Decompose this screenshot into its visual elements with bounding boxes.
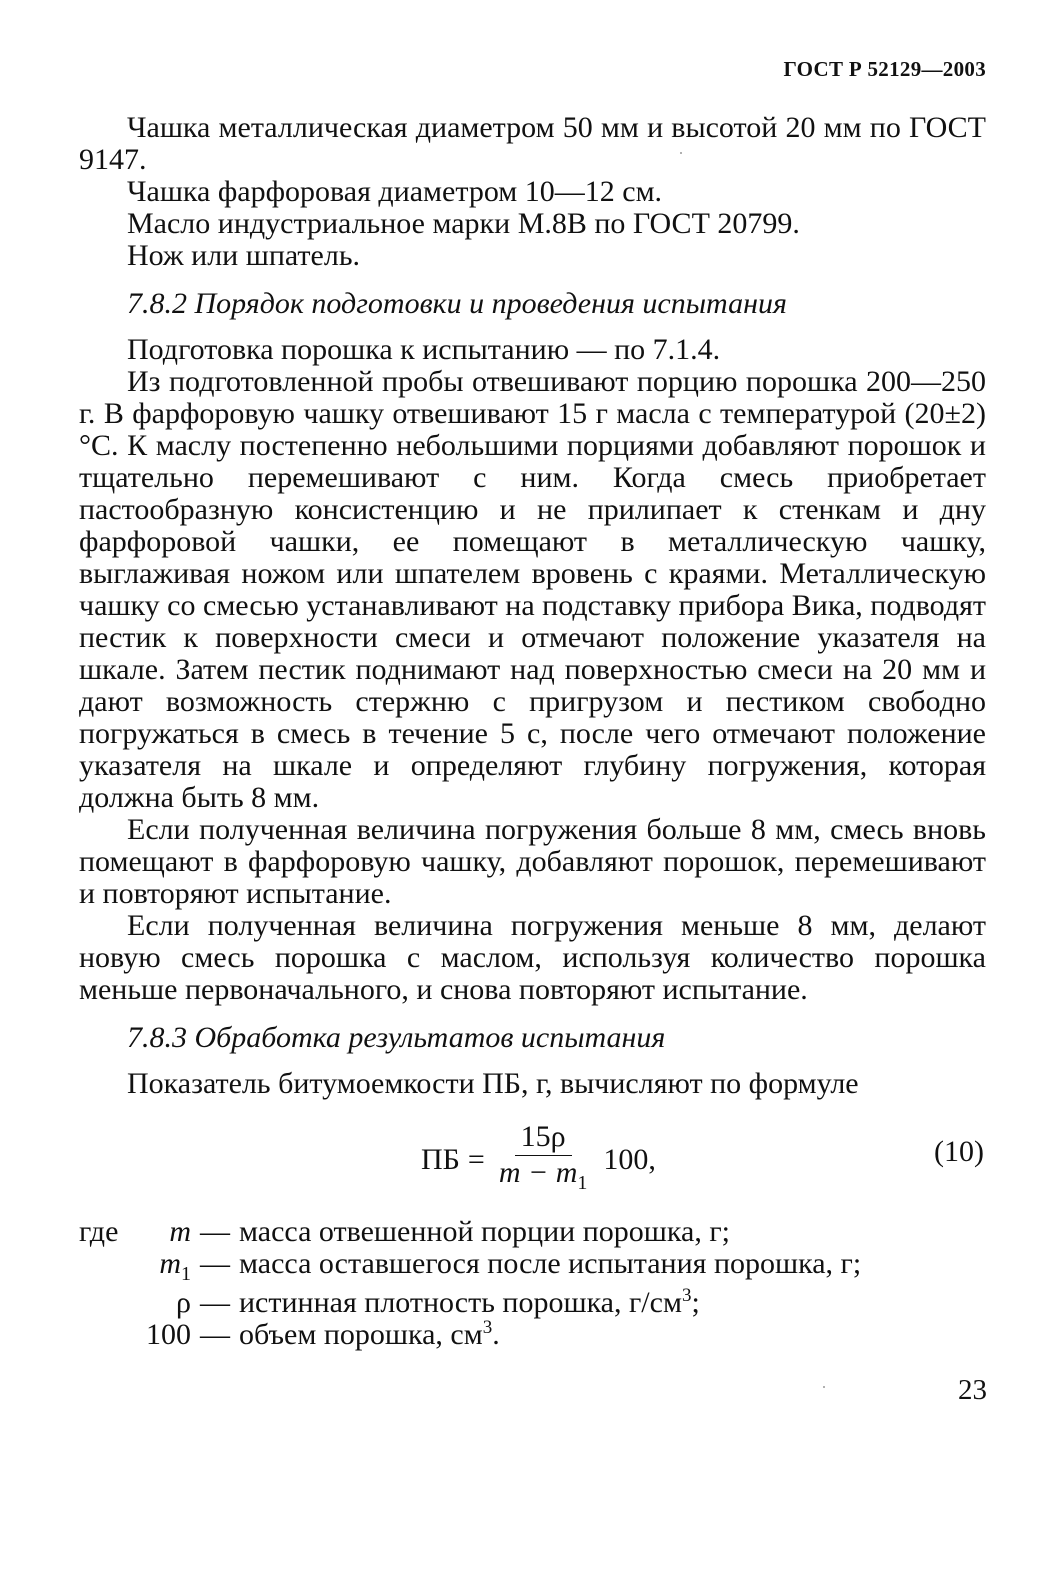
legend-dash: — xyxy=(200,1247,230,1280)
legend-row xyxy=(79,1280,986,1319)
legend-text xyxy=(239,1312,986,1351)
formula-denominator-main: m − m xyxy=(498,1156,578,1189)
paragraph: Показатель битумоемкости ПБ, г, вычисляют по формуле xyxy=(127,1067,859,1100)
formula-legend xyxy=(79,1215,986,1351)
legend-text xyxy=(239,1216,986,1248)
legend-symbol xyxy=(133,1216,191,1248)
legend-text-main: масса оставшегося после испытания порошка, г; xyxy=(239,1247,862,1280)
legend-text-main: масса отвешенной порции порошка, г; xyxy=(239,1215,730,1248)
legend-row xyxy=(79,1247,986,1285)
legend-dash: — xyxy=(200,1215,230,1248)
formula-block xyxy=(79,1114,986,1210)
formula-equals: = xyxy=(467,1143,485,1176)
legend-where: где xyxy=(79,1215,119,1248)
legend-dash: — xyxy=(200,1318,230,1351)
paragraph: Нож или шпатель. xyxy=(127,239,360,272)
formula xyxy=(421,1120,656,1200)
formula-denominator-sub: 1 xyxy=(577,1172,588,1194)
legend-dash: — xyxy=(200,1286,230,1319)
legend-symbol-main: ρ xyxy=(176,1286,191,1319)
legend-symbol-main: 100 xyxy=(146,1318,191,1351)
legend-symbol xyxy=(133,1248,191,1290)
paragraph: Если полученная величина погружения меньше 8 мм, делают новую смесь порошка с маслом, используя количество порошка меньше первоначального, и снова повторяют испытание. xyxy=(79,909,986,1006)
section-heading-7-8-3: 7.8.3 Обработка результатов испытания xyxy=(127,1021,666,1054)
legend-text-tail: ; xyxy=(691,1286,700,1319)
legend-text xyxy=(239,1248,986,1280)
legend-text-main: объем порошка, см xyxy=(239,1318,483,1351)
legend-text-tail: . xyxy=(492,1318,500,1351)
paragraph: Масло индустриальное марки М.8В по ГОСТ 20799. xyxy=(127,207,800,240)
document-header: ГОСТ Р 52129—2003 xyxy=(783,57,986,81)
scan-speck xyxy=(823,1386,825,1388)
formula-multiplier: 100, xyxy=(603,1143,656,1176)
paragraph: Из подготовленной пробы отвешивают порцию порошка 200—250 г. В фарфоровую чашку отвешивают 15 г масла с температурой (20±2) °С. К маслу постепенно небольшими порциями добавляют порошок и тщательно перемешивают с ним. Когда смесь приобретает пастообразную консистенцию и не прилипает к стенкам и дну фарфоровой чашки, ее помещают в металлическую чашку, выглаживая ножом или шпателем вровень с краями. Металлическую чашку со смесью устанавливают на подставку прибора Вика, подводят пестик к поверхности смеси и отмечают положение указателя на шкале. Затем пестик поднимают над поверхностью смеси на 20 мм и дают возможность стержню с пригрузом и пестиком свободно погружаться в смесь в течение 5 с, после чего отмечают положение указателя на шкале и определяют глубину погружения, которая должна быть 8 мм. xyxy=(79,365,986,814)
legend-symbol-sub: 1 xyxy=(181,1263,191,1285)
formula-numerator: 15ρ xyxy=(515,1120,572,1156)
legend-symbol xyxy=(133,1319,191,1351)
legend-symbol-main: m xyxy=(159,1247,181,1280)
formula-fraction xyxy=(493,1120,594,1200)
legend-text-sup: 3 xyxy=(681,1285,692,1306)
formula-denominator xyxy=(493,1156,594,1200)
legend-row xyxy=(79,1216,986,1248)
document-body xyxy=(79,111,986,1351)
legend-text-main: истинная плотность порошка, г/см xyxy=(239,1286,682,1319)
legend-symbol xyxy=(133,1287,191,1319)
formula-number: (10) xyxy=(934,1135,984,1168)
paragraph: Подготовка порошка к испытанию — по 7.1.4. xyxy=(127,333,721,366)
paragraph: Если полученная величина погружения больше 8 мм, смесь вновь помещают в фарфоровую чашку, добавляют порошок, перемешивают и повторяют испытание. xyxy=(79,813,986,910)
legend-text-sup: 3 xyxy=(482,1317,493,1338)
section-heading-7-8-2: 7.8.2 Порядок подготовки и проведения испытания xyxy=(127,287,787,320)
paragraph: Чашка фарфоровая диаметром 10—12 см. xyxy=(127,175,663,208)
formula-lhs: ПБ xyxy=(421,1143,460,1176)
page-number: 23 xyxy=(958,1374,987,1406)
paragraph: Чашка металлическая диаметром 50 мм и высотой 20 мм по ГОСТ 9147. xyxy=(79,111,986,176)
scan-speck xyxy=(680,152,682,154)
legend-symbol-main: m xyxy=(169,1215,191,1248)
